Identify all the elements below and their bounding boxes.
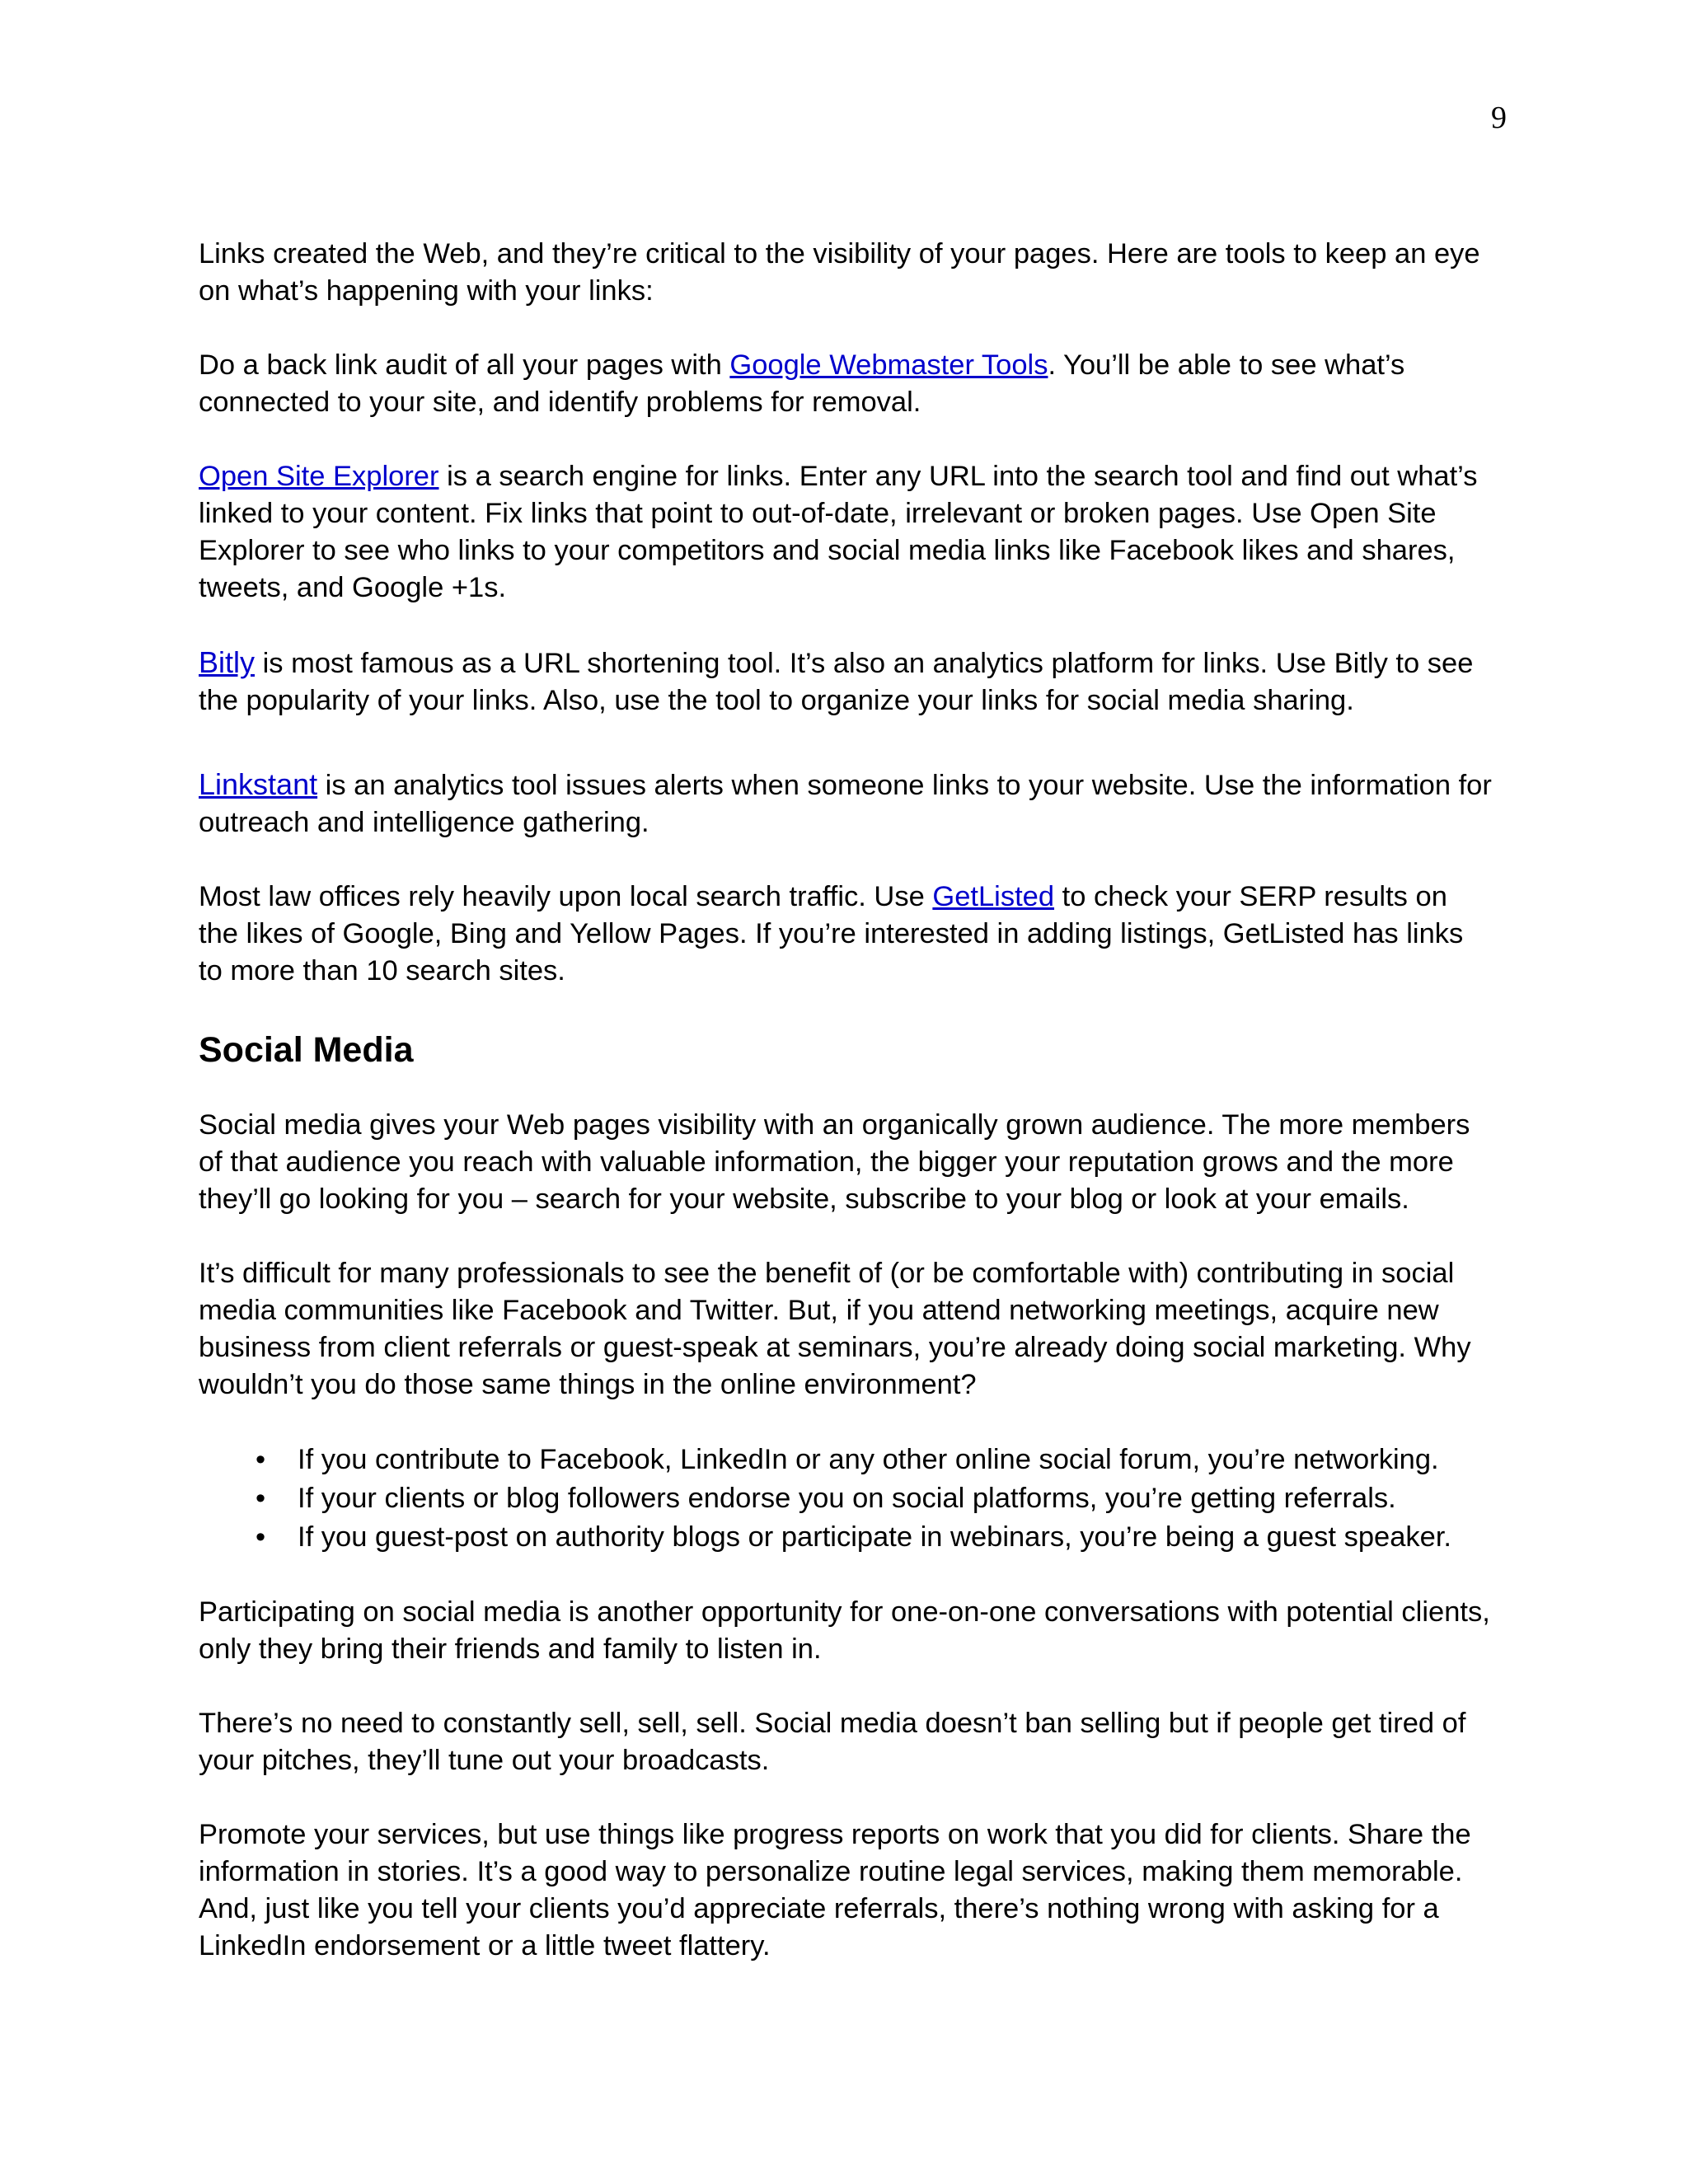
social-media-heading: Social Media [199, 1030, 414, 1070]
bullet-icon: • [255, 1444, 266, 1475]
social-paragraph-2: It’s difficult for many professionals to see the benefit of (or be comfortable with) contributing in social media communities like Facebook and Twitter. But, if you attend networking meetings, acquire new business from client referrals or guest-speak at seminars, you’re already doing social marketing. Why wouldn’t you do those same things in the online environment? [199, 1258, 1471, 1400]
getlisted-paragraph [199, 879, 1493, 990]
intro-paragraph: Links created the Web, and they’re critical to the visibility of your pages. Here are tools to keep an eye on what’s happening with your links: [199, 238, 1480, 307]
bullet-icon: • [255, 1521, 266, 1553]
social-paragraph-1: Social media gives your Web pages visibility with an organically grown audience. The more members of that audience you reach with valuable information, the bigger your reputation grows and the more they’ll go looking for you – search for your website, subscribe to your blog or look at your emails. [199, 1109, 1470, 1215]
webmaster-text-pre: Do a back link audit of all your pages with [199, 349, 730, 381]
list-item [199, 1441, 1493, 1479]
list-item-text: If you contribute to Facebook, LinkedIn or any other online social forum, you’re networking. [298, 1444, 1439, 1475]
linkstant-text: is an analytics tool issues alerts when someone links to your website. Use the information for outreach and intelligence gathering. [199, 770, 1492, 838]
bullet-icon: • [255, 1483, 266, 1514]
bitly-text: is most famous as a URL shortening tool. It’s also an analytics platform for links. Use Bitly to see the popularity of your links. Also, use the tool to organize your links for social media sharing. [199, 648, 1474, 716]
bitly-link[interactable]: Bitly [199, 645, 256, 679]
social-bullet-list [199, 1441, 1493, 1557]
document-body [199, 236, 1493, 2002]
getlisted-text-post: to check your SERP results on the likes of Google, Bing and Yellow Pages. If you’re interested in adding listings, GetListed has links to more than 10 search sites. [199, 881, 1464, 987]
linkstant-link[interactable]: Linkstant [199, 767, 318, 801]
list-item [199, 1479, 1493, 1518]
social-paragraph-5: Promote your services, but use things like progress reports on work that you did for clients. Share the information in stories. It’s a good way to personalize routine legal services, making them memorable. And, just like you tell your clients you’d appreciate referrals, there’s nothing wrong with asking for a LinkedIn endorsement or a little tweet flattery. [199, 1819, 1471, 1961]
getlisted-link[interactable]: GetListed [932, 881, 1055, 912]
bitly-paragraph [199, 644, 1493, 719]
list-item-text: If you guest-post on authority blogs or participate in webinars, you’re being a guest speaker. [298, 1521, 1451, 1553]
open-site-explorer-paragraph [199, 458, 1493, 607]
social-paragraph-3: Participating on social media is another opportunity for one-on-one conversations with potential clients, only they bring their friends and family to listen in. [199, 1596, 1490, 1665]
list-item-text: If your clients or blog followers endorse you on social platforms, you’re getting referrals. [298, 1483, 1396, 1514]
linkstant-paragraph [199, 766, 1493, 841]
getlisted-text-pre: Most law offices rely heavily upon local search traffic. Use [199, 881, 933, 912]
page-number: 9 [1491, 101, 1507, 135]
list-item [199, 1518, 1493, 1557]
social-paragraph-4: There’s no need to constantly sell, sell, sell. Social media doesn’t ban selling but if people get tired of your pitches, they’ll tune out your broadcasts. [199, 1708, 1466, 1776]
google-webmaster-tools-link[interactable]: Google Webmaster Tools [729, 349, 1048, 381]
open-site-explorer-link[interactable]: Open Site Explorer [199, 461, 439, 492]
ose-text: is a search engine for links. Enter any URL into the search tool and find out what’s linked to your content. Fix links that point to out-of-date, irrelevant or broken pages. Use Open Site Explorer to see who links to your competitors and social media links like Facebook likes and shares, tweets, and Google +1s. [199, 461, 1478, 603]
webmaster-paragraph [199, 347, 1493, 421]
webmaster-text-post: . You’ll be able to see what’s connected to your site, and identify problems for removal. [199, 349, 1405, 418]
